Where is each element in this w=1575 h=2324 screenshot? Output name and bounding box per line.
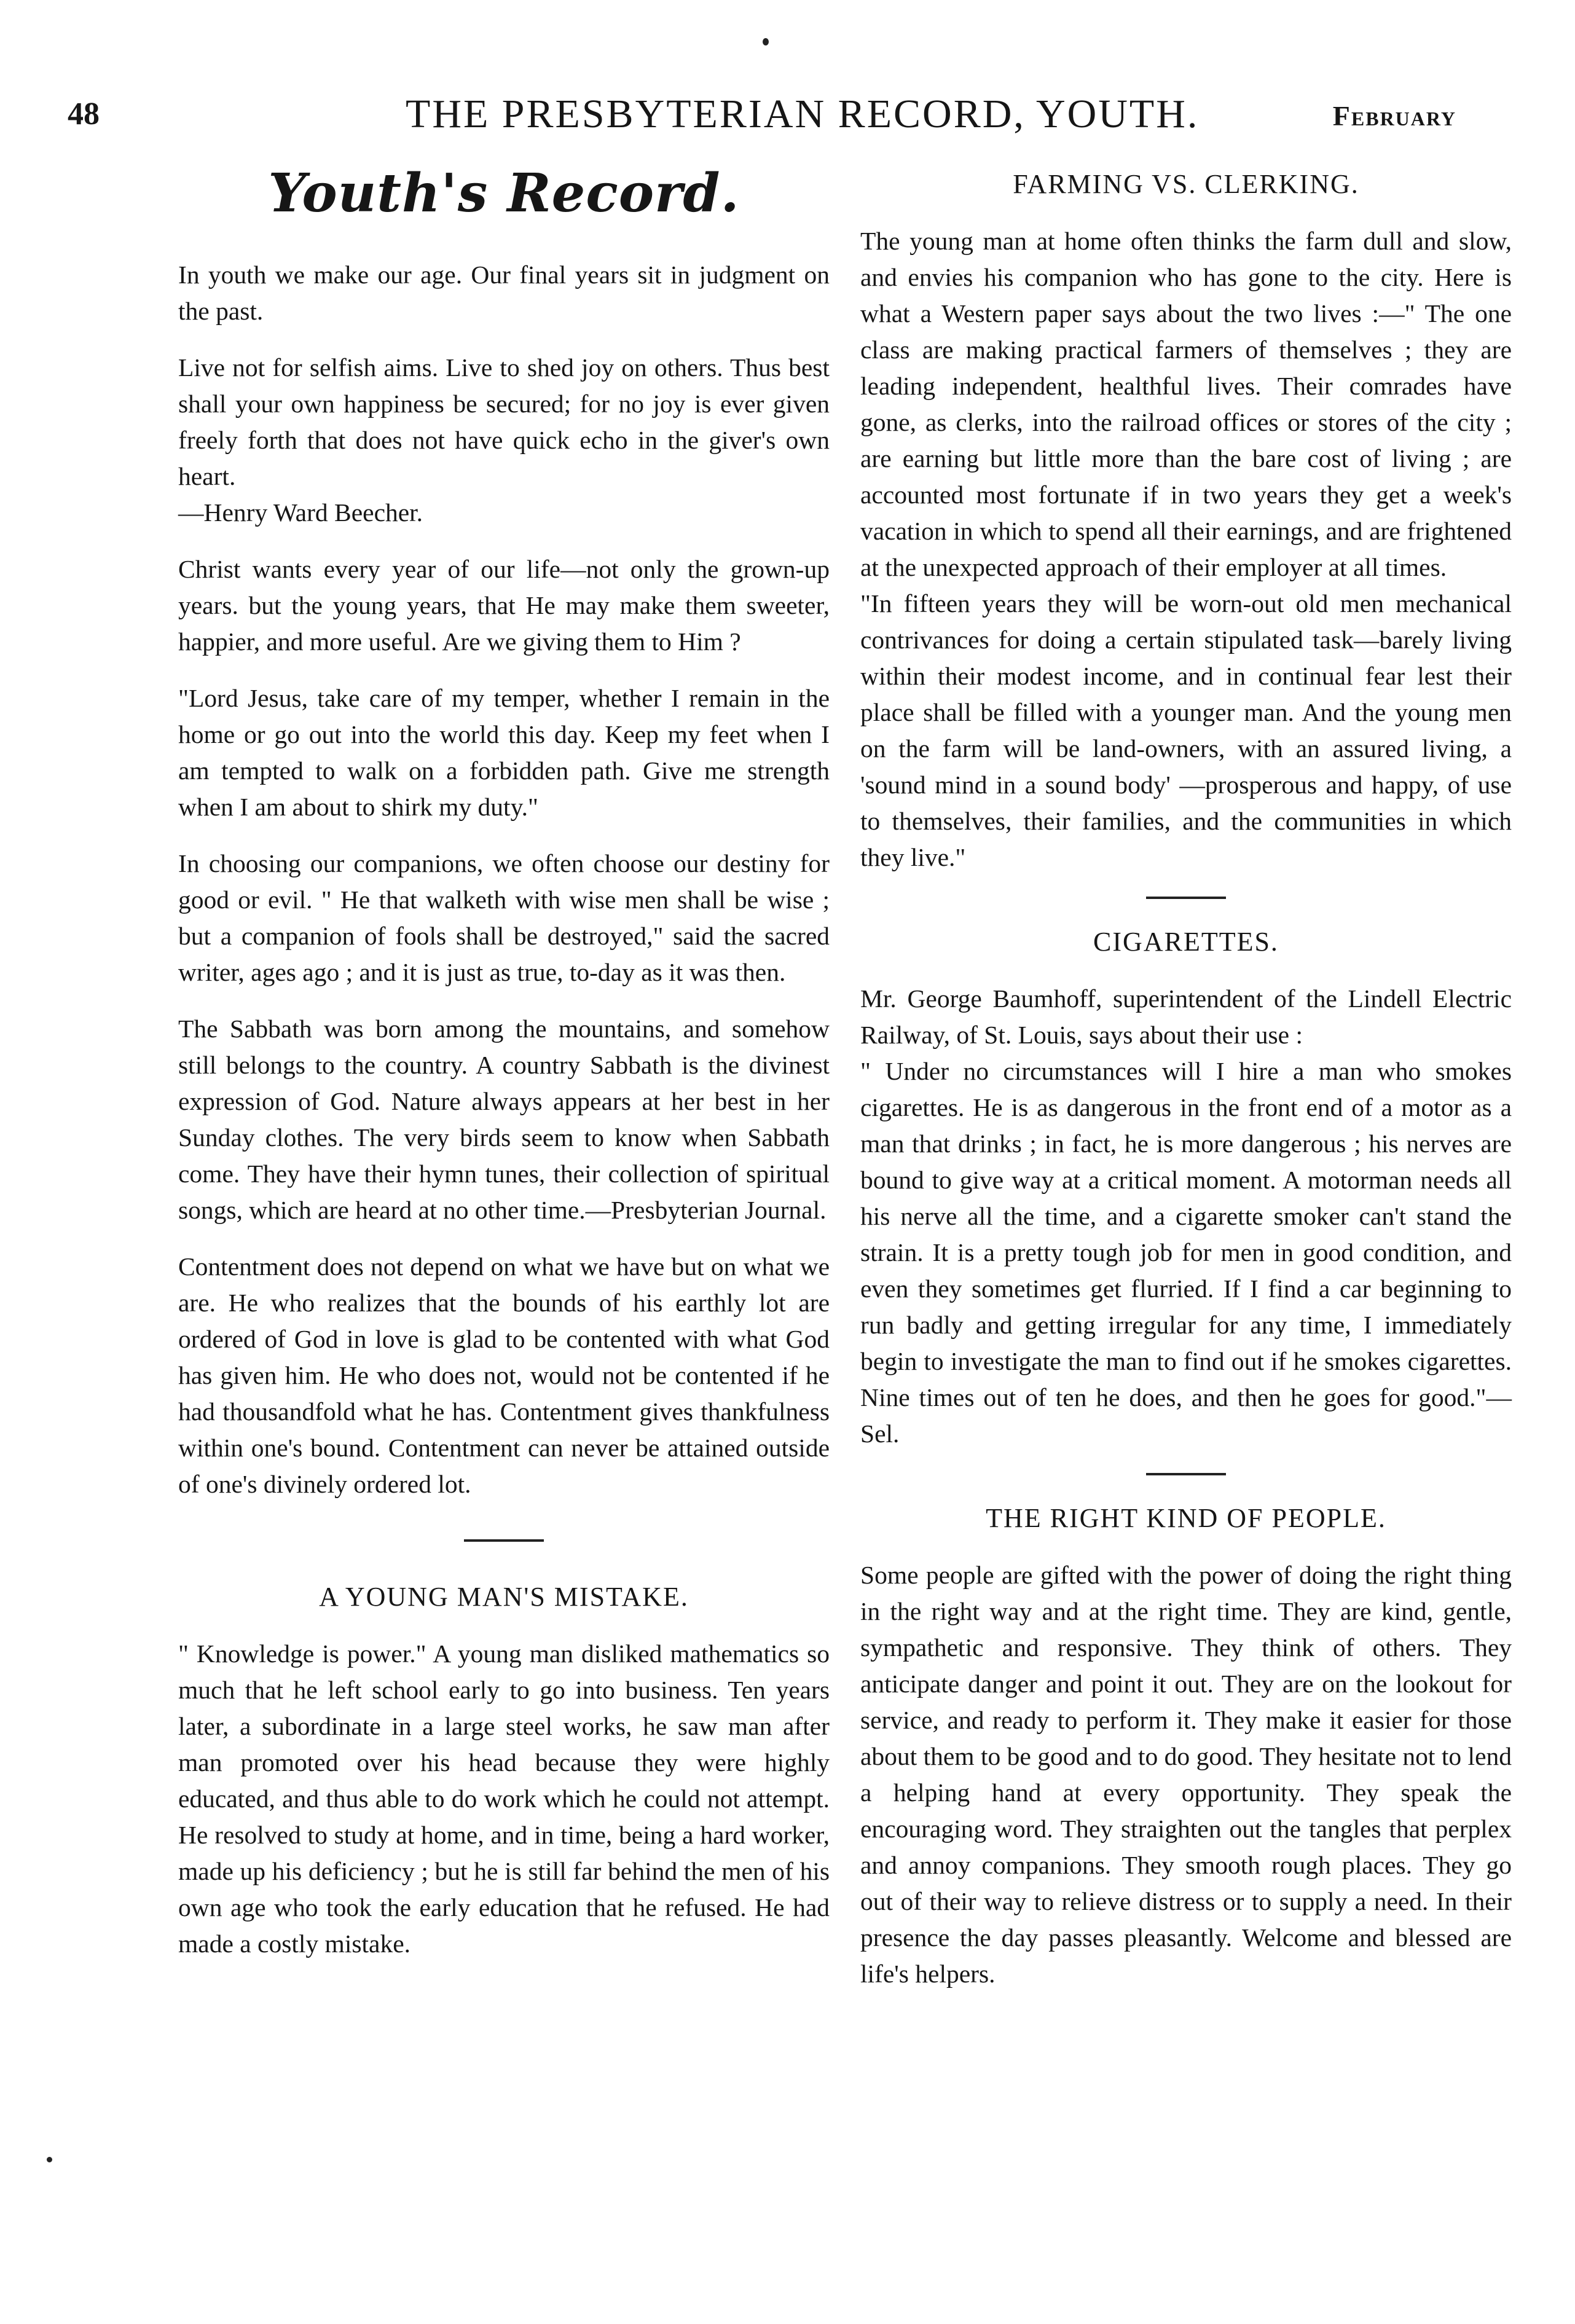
paragraph-mistake: " Knowledge is power." A young man disliked mathematics so much that he left school early to go into business. Ten years later, a subordinate in a large steel works, he saw man after man promoted over his head because they were highly educated, and thus able to do work which he could not attempt. He resolved to study at home, and in time, being a hard worker, made up his deficiency ; but he is still far behind the men of his own age who took the early education that he refused. He had made a costly mistake. bbox=[178, 1639, 830, 1958]
issue-month: February bbox=[1332, 100, 1456, 132]
paragraph-youth-age: In youth we make our age. Our final years sit in judgment on the past. bbox=[178, 261, 830, 325]
paragraph-farming-2: "In fifteen years they will be worn-out old men mechanical contrivances for doing a certain stipulated task—barely living within their modest income, and in continual fear lest their place shall be filled with a younger man. And the young men on the farm will be land-owners, with an assured living, a 'sound mind in a sound body' —prosperous and happy, of use to themselves, their families, and the communities in which they live." bbox=[860, 589, 1512, 871]
section-divider bbox=[464, 1539, 544, 1542]
paragraph-christ-wants: Christ wants every year of our life—not only the grown-up years. but the young years, that He may make them sweeter, happier, and more useful. Are we giving them to Him ? bbox=[178, 555, 830, 656]
page-number: 48 bbox=[68, 96, 100, 132]
paragraph-contentment: Contentment does not depend on what we have but on what we are. He who realizes that the bounds of his earthly lot are ordered of God in love is glad to be contented with what God has given him. He who does not, would not be contented if he had thousandfold what he has. Contentment gives thankfulness within one's bound. Contentment can never be attained outside of one's divinely ordered lot. bbox=[178, 1252, 830, 1498]
heading-cigarettes: CIGARETTES. bbox=[1093, 927, 1279, 957]
running-head bbox=[68, 91, 1456, 140]
section-divider bbox=[1146, 897, 1226, 899]
print-speck bbox=[763, 38, 769, 45]
right-column bbox=[860, 160, 1512, 2012]
section-divider bbox=[1146, 1473, 1226, 1475]
paragraph-selfish-aims: Live not for selfish aims. Live to shed joy on others. Thus best shall your own happiness be secured; for no joy is ever given freely forth that does not have quick echo in the giver's own heart. bbox=[178, 353, 830, 490]
paragraph-farming-1: The young man at home often thinks the farm dull and slow, and envies his companion who has gone to the city. Here is what a Western paper says about the two lives :—" The one class are making practical farmers of themselves ; they are leading independent, healthful lives. Their comrades have gone, as clerks, into the railroad offices or stores of the city ; are earning but little more than the bare cost of living ; are accounted most fortunate if in two years they get a week's vacation in which to spend all their earnings, and are frightened at the unexpected approach of their employer at all times. bbox=[860, 227, 1512, 581]
paragraph-cigarettes-quote: " Under no circumstances will I hire a man who smokes cigarettes. He is as dangerous in the front end of a motor as a man that drinks ; in fact, he is more dangerous ; his nerves are bound to give way at a critical moment. A motorman needs all his nerve all the time, and a cigarette smoker can't stand the strain. It is a pretty tough job for men in good condition, and even they sometimes get flurried. If I find a car beginning to run badly and getting irregular for any time, I immediately begin to investigate the man to find out if he smokes cigarettes. Nine times out of ten he does, and then he goes for good."—Sel. bbox=[860, 1057, 1512, 1448]
paragraph-right-people: Some people are gifted with the power of doing the right thing in the right way and at the right time. They are kind, gentle, sympathetic and responsive. They think of others. They anticipate danger and point it out. They are on the lookout for service, and ready to perform it. They make it easier for those about them to be good and to do good. They hesitate not to lend a helping hand at every opportunity. They speak the encouraging word. They straighten out the tangles that perplex and annoy companions. They smooth rough places. They go out of their way to relieve distress or to supply a need. In their presence the day passes pleasantly. Welcome and blessed are life's helpers. bbox=[860, 1561, 1512, 1988]
heading-young-mans-mistake: A YOUNG MAN'S MISTAKE. bbox=[319, 1582, 689, 1612]
left-column bbox=[178, 160, 830, 1982]
print-speck bbox=[47, 2157, 52, 2162]
paragraph-prayer: "Lord Jesus, take care of my temper, whether I remain in the home or go out into the world this day. Keep my feet when I am tempted to walk on a forbidden path. Give me strength when I am about to shirk my duty." bbox=[178, 684, 830, 821]
heading-farming-vs-clerking: FARMING VS. CLERKING. bbox=[1013, 169, 1359, 199]
section-masthead: Youth's Record. bbox=[268, 162, 740, 224]
paragraph-sabbath: The Sabbath was born among the mountains, and somehow still belongs to the country. A country Sabbath is the divinest expression of God. Nature always appears at her best in her Sunday clothes. The very birds seem to know when Sabbath come. They have their hymn tunes, their collection of spiritual songs, which are heard at no other time.—Presbyterian Journal. bbox=[178, 1015, 830, 1224]
paragraph-companions: In choosing our companions, we often choose our destiny for good or evil. " He that walketh with wise men shall be wise ; but a companion of fools shall be destroyed," said the sacred writer, ages ago ; and it is just as true, to-day as it was then. bbox=[178, 849, 830, 986]
attribution-beecher: —Henry Ward Beecher. bbox=[178, 498, 423, 527]
running-title: THE PRESBYTERIAN RECORD, YOUTH. bbox=[406, 92, 1200, 136]
paragraph-cigarettes-intro: Mr. George Baumhoff, superintendent of the Lindell Electric Railway, of St. Louis, says about their use : bbox=[860, 984, 1512, 1049]
heading-right-kind-of-people: THE RIGHT KIND OF PEOPLE. bbox=[986, 1503, 1386, 1533]
